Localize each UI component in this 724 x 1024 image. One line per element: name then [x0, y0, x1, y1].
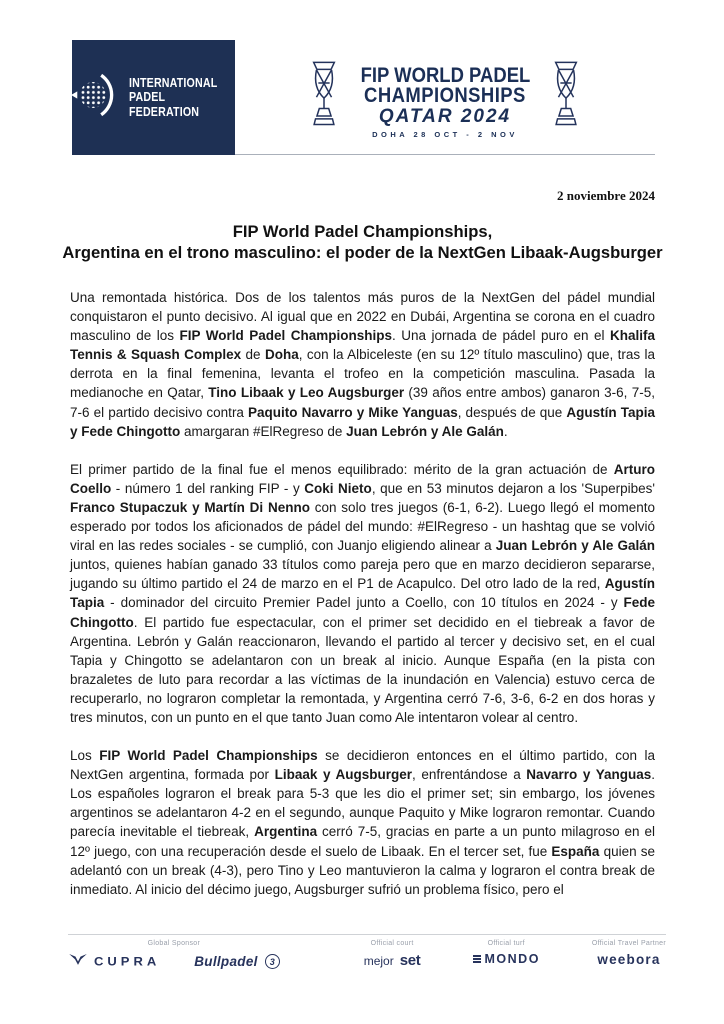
header-divider [235, 154, 655, 155]
event-title-line1: FIP WORLD PADEL [360, 64, 530, 87]
official-travel-group [592, 940, 666, 967]
ipf-emblem-icon [70, 69, 122, 126]
trophy-right-icon [550, 56, 582, 149]
mejorset-logo-prefix: mejor [363, 953, 394, 968]
mondo-logo-text: MONDO [484, 952, 540, 966]
ipf-logo-line: INTERNATIONAL [129, 75, 218, 91]
official-travel-label: Official Travel Partner [591, 940, 666, 947]
event-logo [235, 40, 655, 155]
ipf-logo-line: FEDERATION [129, 103, 200, 119]
ipf-logo-line: PADEL [129, 89, 166, 105]
sponsor-footer [68, 934, 666, 971]
weebora-logo: weebora [597, 952, 661, 967]
global-sponsor-label: Global Sponsor [147, 940, 201, 947]
trophy-left-icon [308, 56, 340, 149]
event-title-line4: DOHA 28 OCT - 2 NOV [372, 130, 518, 139]
cupra-emblem-icon [68, 952, 88, 971]
bullpadel-emblem-icon: 3 [265, 954, 280, 969]
ipf-logo-text [129, 76, 217, 119]
document-date: 2 noviembre 2024 [557, 188, 655, 203]
article-body [70, 288, 655, 918]
event-logo-text [349, 66, 542, 139]
official-court-group [364, 940, 421, 969]
event-title-line3: QATAR 2024 [378, 106, 512, 127]
paragraph-3: Los FIP World Padel Championships se decidieron entonces en el último partido, con la NextGen argentina, formada por Libaak y Augsburger, enfrentándose a Navarro y Yanguas. Los españoles lograron el break para 5-3 que les dio el primer set; sin embargo, los jóvenes argentinos se adelantaron 4-2 en el segundo, aunque Paquito y Mike lograron remontar. Cuando parecía inevitable el tiebreak, Argentina cerró 7-5, gracias en parte a un punto milagroso en el 12º juego, con una recuperación desde el suelo de Libaak. En el tercer set, fue España quien se adelantó con un break (4-3), pero Tino y Leo mantuvieron la calma y lograron el contra break de inmediato. Al inicio del décimo juego, Augsburger sufrió un problema físico, pero el [70, 748, 656, 897]
paragraph-2: El primer partido de la final fue el menos equilibrado: mérito de la gran actuación de Arturo Coello - número 1 del ranking FIP - y Coki Nieto, que en 53 minutos dejaron a los 'Superpibes' Franco Stupaczuk y Martín Di Nenno con solo tres juegos (6-1, 6-2). Luego llegó el momento esperado por todos los aficionados de pádel del mundo: #ElRegreso - un hashtag que se volvió viral en las redes sociales - se cumplió, con Juanjo eligiendo alinear a Juan Lebrón y Ale Galán juntos, quienes habían ganado 33 títulos como pareja pero que en marzo decidieron separarse, jugando su último partido el 24 de marzo en el P1 de Acapulco. Del otro lado de la red, Agustín Tapia - dominador del circuito Premier Padel junto a Coello, con 10 títulos en 2024 - y Fede Chingotto. El partido fue espectacular, con el primer set decidido en el tiebreak a favor de Argentina. Lebrón y Galán reaccionaron, llevando el partido al tercer y decisivo set, en el cual Tapia y Chingotto se adelantaron con un break al inicio. Aunque España (en la pista con brazaletes de luto para recordar a las víctimas de la inundación en Valencia) estuvo cerca de recuperarlo, no lograron completar la remontada, y Argentina cerró 7-6, 3-6, 6-2 en dos horas y tres minutos, con un punto en el que tanto Juan como Ale intentaron volear al centro. [70, 461, 656, 725]
mondo-logo [473, 952, 540, 966]
event-title-line2: CHAMPIONSHIPS [364, 84, 526, 107]
ipf-logo [72, 40, 235, 155]
mejorset-logo [364, 952, 421, 969]
paragraph-1: Una remontada histórica. Dos de los talentos más puros de la NextGen del pádel mundial conquistaron el punto decisivo. Al igual que en 2022 en Dubái, Argentina se corona en el cuadro masculino de los FIP World Padel Championships. Una jornada de pádel puro en el Khalifa Tennis & Squash Complex de Doha, con la Albiceleste (en su 12º título masculino) que, tras la derrota en la final femenina, levanta el trofeo en la competición masculina. Pasada la medianoche en Qatar, Tino Libaak y Leo Augsburger (39 años entre ambos) ganaron 3-6, 7-5, 7-6 el partido decisivo contra Paquito Navarro y Mike Yanguas, después de que Agustín Tapia y Fede Chingotto amargaran #ElRegreso de Juan Lebrón y Ale Galán. [70, 290, 655, 439]
official-turf-group [473, 940, 540, 966]
page-title [60, 221, 665, 263]
mejorset-logo-suffix: set [399, 952, 421, 969]
official-court-label: Official court [370, 940, 414, 947]
global-sponsor-group [68, 940, 280, 971]
mondo-bars-icon [473, 955, 481, 963]
page-title-line1: FIP World Padel Championships, [232, 222, 493, 241]
page-header [72, 40, 655, 155]
official-turf-label: Official turf [487, 940, 525, 947]
cupra-logo-text: CUPRA [94, 954, 161, 969]
bullpadel-logo [194, 954, 279, 969]
bullpadel-logo-text: Bullpadel [194, 954, 258, 969]
page-title-line2: Argentina en el trono masculino: el poder de la NextGen Libaak-Augsburger [62, 243, 663, 262]
cupra-logo [68, 952, 160, 971]
